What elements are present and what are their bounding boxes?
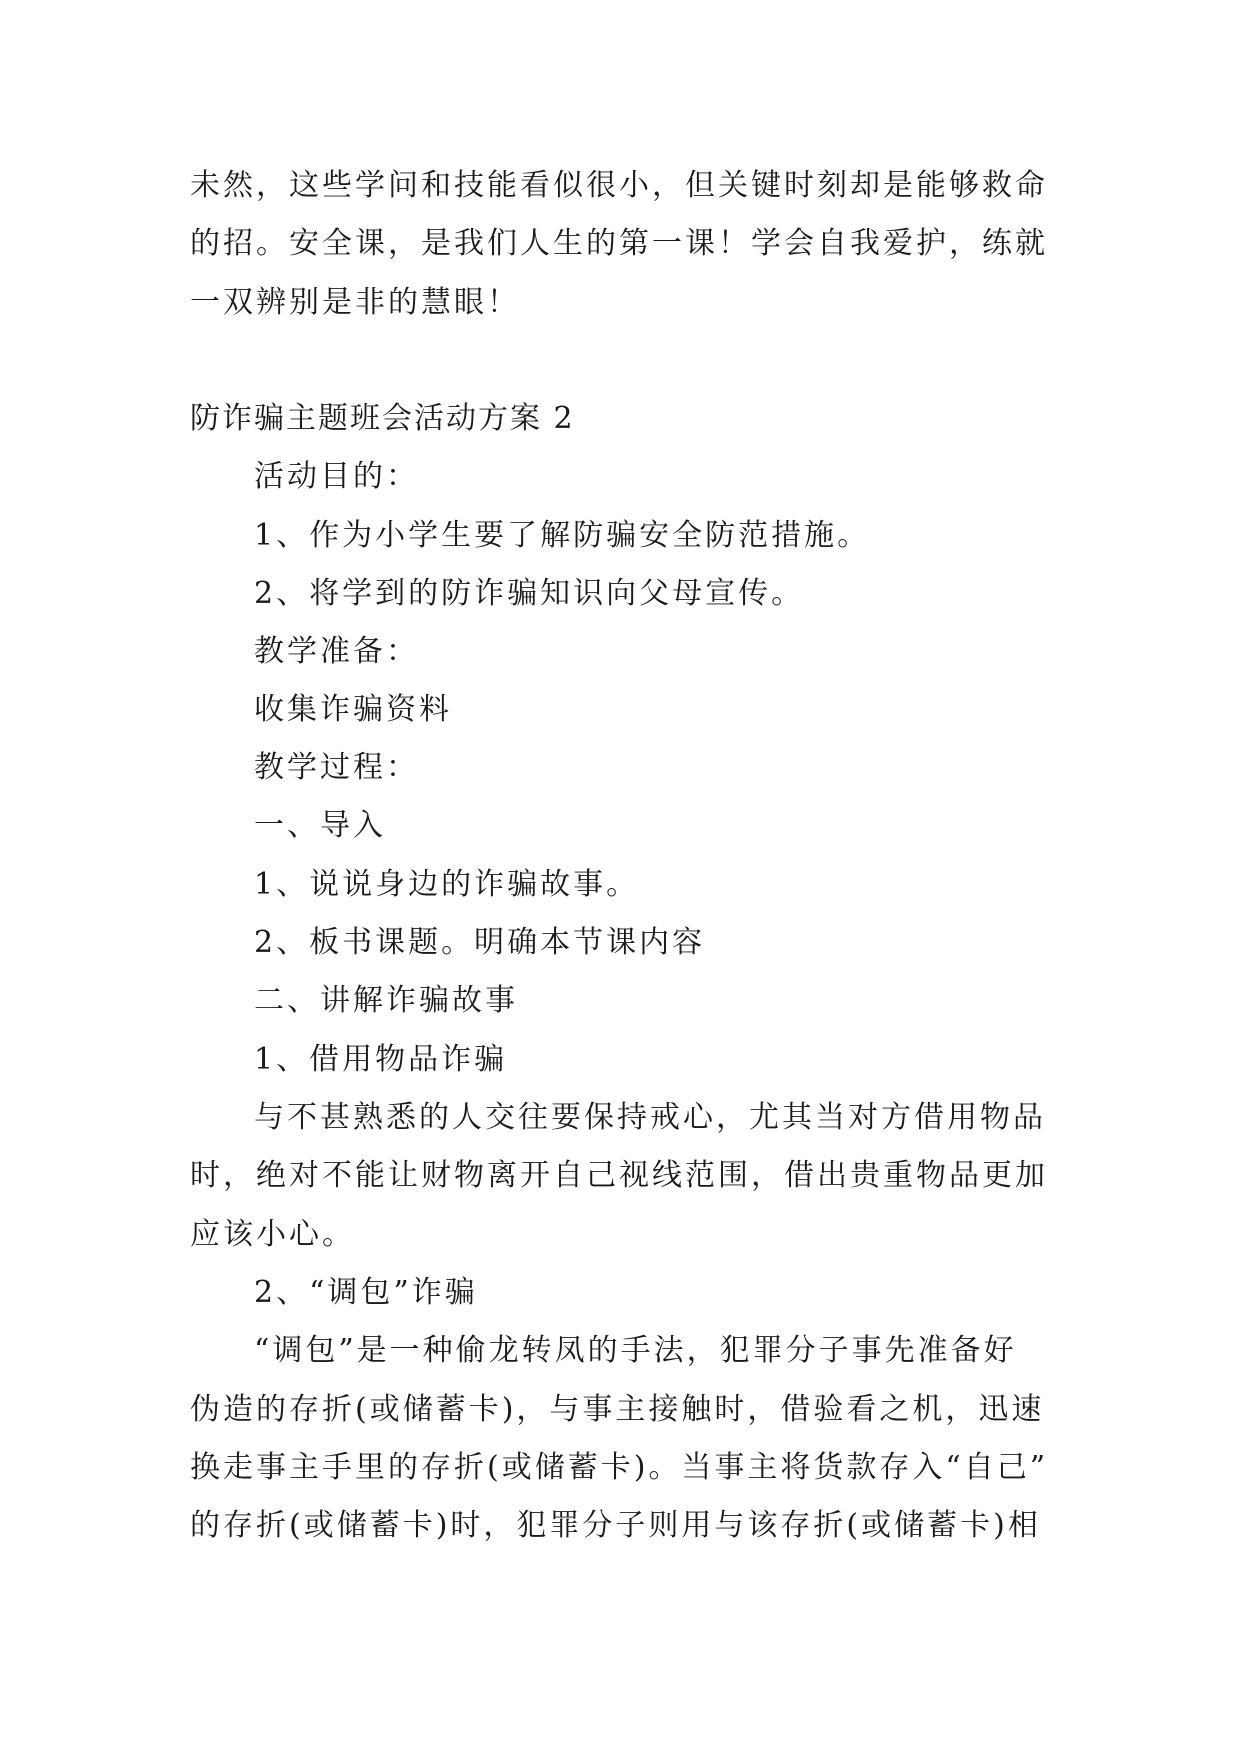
paragraph-line: “调包”是一种偷龙转凤的手法，犯罪分子事先准备好 bbox=[254, 1333, 1017, 1368]
list-item: 1、借用物品诈骗 bbox=[254, 1042, 508, 1077]
subheading: 一、导入 bbox=[254, 808, 386, 843]
paragraph-line: 收集诈骗资料 bbox=[254, 692, 452, 727]
paragraph-line: 时，绝对不能让财物离开自己视线范围，借出贵重物品更加 bbox=[190, 1158, 1048, 1193]
list-item: 2、“调包”诈骗 bbox=[254, 1275, 478, 1310]
list-item: 2、板书课题。明确本节课内容 bbox=[254, 925, 706, 960]
paragraph-line: 一双辨别是非的慧眼！ bbox=[190, 285, 520, 320]
subheading: 二、讲解诈骗故事 bbox=[254, 983, 518, 1018]
list-item: 1、说说身边的诈骗故事。 bbox=[254, 867, 640, 902]
paragraph-line: 与不甚熟悉的人交往要保持戒心，尤其当对方借用物品 bbox=[254, 1100, 1046, 1135]
paragraph-line: 教学过程： bbox=[254, 750, 419, 785]
paragraph-line: 的招。安全课，是我们人生的第一课！学会自我爱护，练就 bbox=[190, 226, 1048, 261]
section-title: 防诈骗主题班会活动方案 2 bbox=[190, 401, 575, 436]
paragraph-line: 教学准备： bbox=[254, 634, 419, 669]
paragraph-line: 的存折(或储蓄卡)时，犯罪分子则用与该存折(或储蓄卡)相 bbox=[190, 1508, 1041, 1543]
paragraph-line: 伪造的存折(或储蓄卡)，与事主接触时，借验看之机，迅速 bbox=[190, 1392, 1045, 1427]
paragraph-line: 应该小心。 bbox=[190, 1217, 355, 1252]
paragraph-line: 未然，这些学问和技能看似很小，但关键时刻却是能够救命 bbox=[190, 168, 1048, 203]
list-item: 2、将学到的防诈骗知识向父母宣传。 bbox=[254, 576, 805, 611]
paragraph-line: 换走事主手里的存折(或储蓄卡)。当事主将货款存入“自己” bbox=[190, 1450, 1049, 1485]
paragraph-line: 活动目的： bbox=[254, 459, 419, 494]
list-item: 1、作为小学生要了解防骗安全防范措施。 bbox=[254, 518, 871, 553]
